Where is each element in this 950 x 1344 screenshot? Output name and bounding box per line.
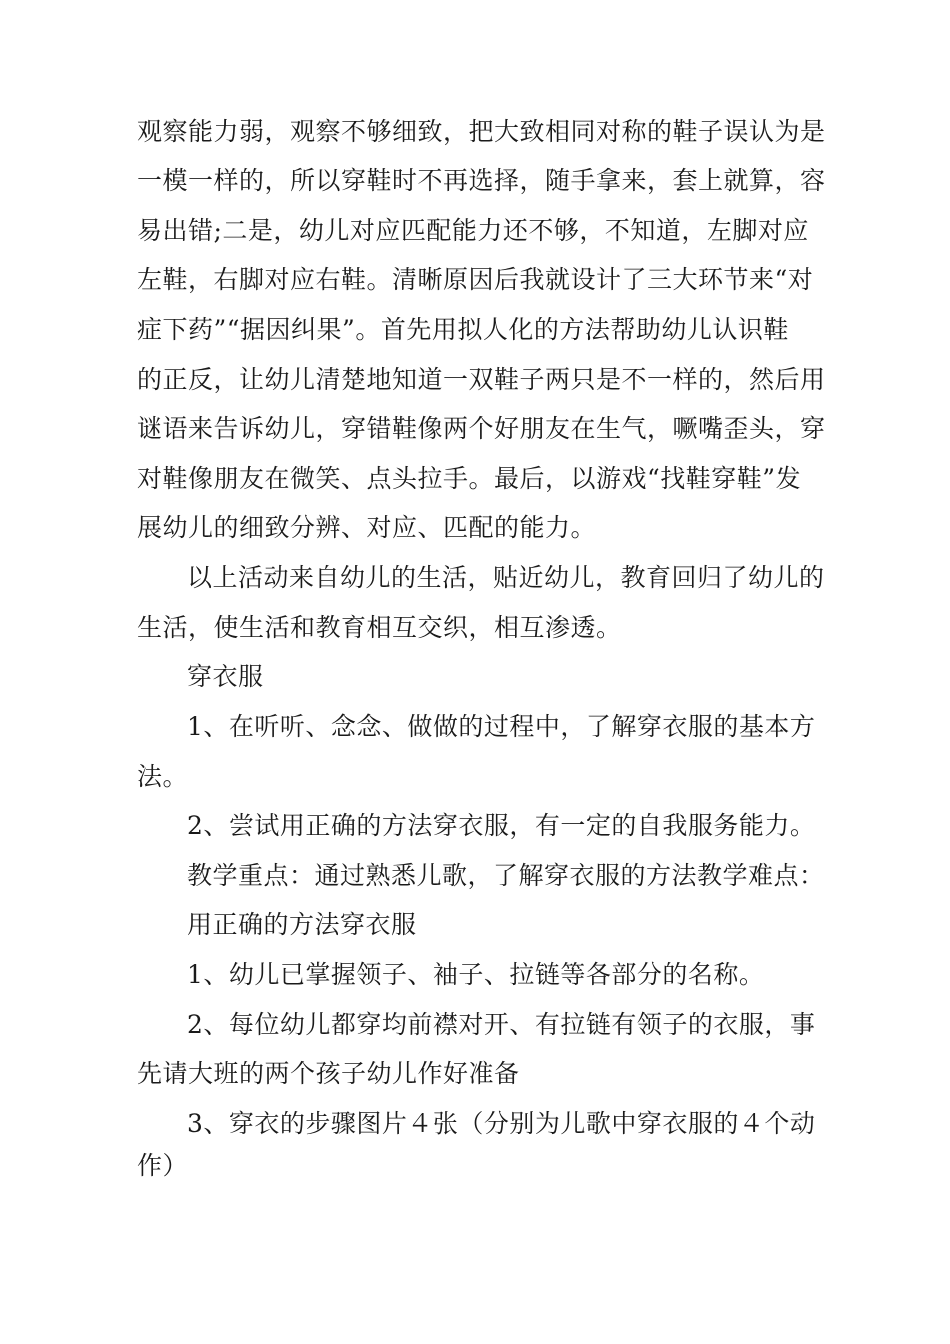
text-line: 1、在听听、念念、做做的过程中，了解穿衣服的基本方 <box>187 712 816 741</box>
section-heading: 穿衣服 <box>187 662 264 691</box>
text-line: 对鞋像朋友在微笑、点头拉手。最后，以游戏“找鞋穿鞋”发 <box>137 464 802 493</box>
text-line: 2、尝试用正确的方法穿衣服，有一定的自我服务能力。 <box>187 811 816 840</box>
text-line: 展幼儿的细致分辨、对应、匹配的能力。 <box>137 513 597 542</box>
text-line: 以上活动来自幼儿的生活，贴近幼儿，教育回归了幼儿的 <box>187 563 825 592</box>
text-line: 先请大班的两个孩子幼儿作好准备 <box>137 1059 520 1088</box>
text-line: 易出错;二是，幼儿对应匹配能力还不够，不知道，左脚对应 <box>137 216 809 245</box>
text-line: 法。 <box>137 762 189 791</box>
text-line: 用正确的方法穿衣服 <box>187 910 417 939</box>
text-line: 作） <box>137 1151 189 1180</box>
text-line: 一模一样的，所以穿鞋时不再选择，随手拿来，套上就算，容 <box>137 166 826 195</box>
text-line: 生活，使生活和教育相互交织，相互渗透。 <box>137 613 622 642</box>
text-line: 3、穿衣的步骤图片４张（分别为儿歌中穿衣服的４个动 <box>187 1109 816 1138</box>
text-line: 2、每位幼儿都穿均前襟对开、有拉链有领子的衣服，事 <box>187 1010 816 1039</box>
text-line: 谜语来告诉幼儿，穿错鞋像两个好朋友在生气，噘嘴歪头，穿 <box>137 414 826 443</box>
text-line: 左鞋，右脚对应右鞋。清晰原因后我就设计了三大环节来“对 <box>137 265 814 294</box>
text-line: 1、幼儿已掌握领子、袖子、拉链等各部分的名称。 <box>187 960 765 989</box>
text-line: 观察能力弱，观察不够细致，把大致相同对称的鞋子误认为是 <box>137 117 826 146</box>
text-line: 症下药”“据因纠果”。首先用拟人化的方法帮助幼儿认识鞋 <box>137 315 789 344</box>
text-line: 教学重点：通过熟悉儿歌，了解穿衣服的方法教学难点： <box>187 861 825 890</box>
text-line: 的正反，让幼儿清楚地知道一双鞋子两只是不一样的，然后用 <box>137 365 826 394</box>
